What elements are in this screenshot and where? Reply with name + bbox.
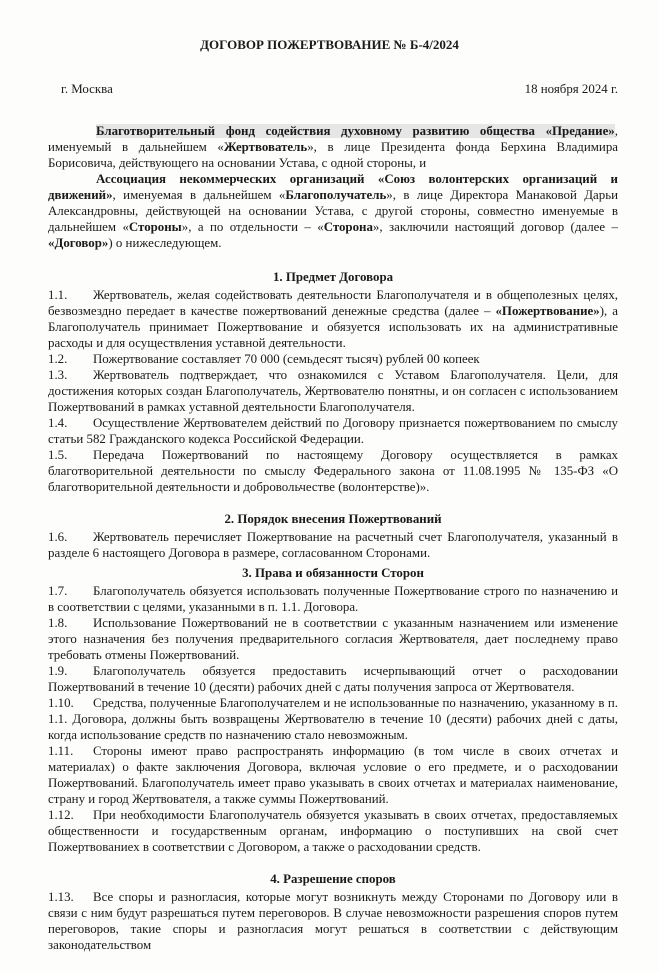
text-run: Средства, полученные Благополучателем и не использованные по назначению, указанному в п. 1.1. Договора, должны быть возвращены Жертвователю в течение 10 (десяти) рабочих дней с даты, когда использование средств по назначению стало невозможным. — [48, 696, 618, 742]
clause — [48, 695, 618, 743]
city: г. Москва — [61, 82, 113, 96]
bold-term: Сторона — [323, 220, 373, 234]
clause — [48, 615, 618, 663]
bold-term: «Договор» — [48, 236, 109, 250]
text-run: Стороны имеют право распространять информацию (в том числе в своих отчетах и материалах) о факте заключения Договора, включая условие о его предмете, и о расходовании Пожертвований. Благополучатель имеет право указывать в своих отчетах и материалах наименование, страну и город Жертвователя, а также суммы Пожертвований. — [48, 744, 618, 806]
clause — [48, 529, 618, 561]
clause — [48, 287, 618, 351]
clause-number: 1.7. — [48, 584, 68, 598]
text-run: Жертвователь подтверждает, что ознакомился с Уставом Благополучателя. Цели, для достижения которых создан Благополучатель, Жертвователю понятны, и он согласен с использованием Пожертвований в рамках уставной деятельности Благополучателя. — [48, 368, 618, 414]
section-heading: 1. Предмет Договора — [272, 270, 394, 284]
text-run: ), а Благополучатель принимает Пожертвование и обязуется использовать их на административные расходы и для осуществления уставной деятельности. — [48, 304, 618, 350]
text-run: , именуемый в дальнейшем « — [48, 124, 618, 154]
clause-number: 1.12. — [48, 808, 74, 822]
clause-number: 1.4. — [48, 416, 68, 430]
section-heading: 2. Порядок внесения Пожертвований — [224, 512, 442, 526]
text-run: ) о нижеследующем. — [108, 236, 222, 250]
clause-number: 1.8. — [48, 616, 68, 630]
clause-number: 1.5. — [48, 448, 68, 462]
clause-number: 1.13. — [48, 890, 74, 904]
clause — [48, 583, 618, 615]
preamble — [48, 123, 618, 251]
text-run: Благополучатель обязуется использовать полученные Пожертвование строго по назначению и в соответствии с целями, указанными в п. 1.1. Договора. — [48, 584, 618, 614]
clause — [48, 367, 618, 415]
bold-term: Ассоциация некоммерческих организаций «Союз волонтерских организаций и движений» — [48, 172, 618, 202]
clause — [48, 807, 618, 855]
clause-number: 1.6. — [48, 530, 68, 544]
text-run: », в лице Президента фонда Берхина Владимира Борисовича, действующего на основании Устава, с одной стороны, и — [48, 140, 618, 170]
clause — [48, 663, 618, 695]
preamble-donor — [48, 123, 618, 171]
clause-number: 1.2. — [48, 352, 68, 366]
section-1 — [48, 269, 618, 495]
section-heading: 4. Разрешение споров — [270, 872, 396, 886]
section-2 — [48, 511, 618, 561]
contract-date: 18 ноября 2024 г. — [524, 82, 618, 96]
text-run: Передача Пожертвований по настоящему Договору осуществляется в рамках благотворительной деятельности по смыслу Федерального закона от 11.08.1995 № 135-ФЗ «О благотворительной деятельности и добровольчестве (волонтерстве)». — [48, 448, 618, 494]
bold-term: Стороны — [128, 220, 182, 234]
text-run: Использование Пожертвований не в соответствии с указанным назначением или изменение этого назначения без получения предварительного согласия Жертвователя, дает последнему право требовать отмены Пожертвований. — [48, 616, 618, 662]
text-run: », в лице Директора Манаковой Дарьи Александровны, действующей на основании Устава, с другой стороны, совместно именуемые в дальнейшем « — [48, 188, 619, 234]
text-run: Жертвователь, желая содействовать деятельности Благополучателя и в общеполезных целях, безвозмездно передает в качестве пожертвований денежные средства (далее – — [48, 288, 618, 318]
clause-number: 1.10. — [48, 696, 74, 710]
clause-number: 1.11. — [48, 744, 74, 758]
section-3 — [48, 565, 618, 855]
text-run: », а по отдельности – « — [181, 220, 324, 234]
bold-term: Благополучатель — [285, 188, 387, 202]
document-title: ДОГОВОР ПОЖЕРТВОВАНИЕ № Б-4/2024 — [200, 37, 459, 52]
document-body — [48, 123, 618, 973]
text-run: Осуществление Жертвователем действий по Договору признается пожертвованием по смыслу статьи 582 Гражданского кодекса Российской Федерации. — [48, 416, 618, 446]
text-run: При необходимости Благополучатель обязуется указывать в своих отчетах, предоставляемых общественности и государственным органам, информацию о поступивших на свой счет Пожертвованиех в соответствии с Договором, а также о расходовании средств. — [48, 808, 618, 854]
clause-number: 1.3. — [48, 368, 68, 382]
clause-number: 1.9. — [48, 664, 68, 678]
preamble-recipient — [48, 171, 618, 251]
text-run: Все споры и разногласия, которые могут возникнуть между Сторонами по Договору или в связи с ним будут разрешаться путем переговоров. В случае невозможности разрешения споров путем переговоров, такие споры и разногласия могут решаться в соответствии с действующим законодательством — [48, 890, 618, 952]
bold-term: Жертвователь — [223, 140, 308, 154]
clause — [48, 743, 618, 807]
text-run: Благополучатель обязуется предоставить исчерпывающий отчет о расходовании Пожертвований в течение 10 (десяти) рабочих дней с даты получения запроса от Жертвователя. — [48, 664, 618, 694]
section-heading: 3. Права и обязанности Сторон — [242, 566, 424, 580]
clause-number: 1.1. — [48, 288, 68, 302]
text-run: , именуемая в дальнейшем « — [112, 188, 286, 202]
clause — [48, 447, 618, 495]
clause — [48, 889, 618, 953]
bold-term: Благотворительный фонд содействия духовному развитию общества «Предание» — [96, 124, 615, 138]
text-run: Жертвователь перечисляет Пожертвование на расчетный счет Благополучателя, указанный в разделе 6 настоящего Договора в размере, согласованном Сторонами. — [48, 530, 618, 560]
clause — [48, 415, 618, 447]
clause — [48, 351, 618, 367]
text-run: Пожертвование составляет 70 000 (семьдесят тысяч) рублей 00 копеек — [93, 352, 480, 366]
bold-term: «Пожертвование» — [495, 304, 600, 318]
text-run: », заключили настоящий договор (далее – — [372, 220, 618, 234]
